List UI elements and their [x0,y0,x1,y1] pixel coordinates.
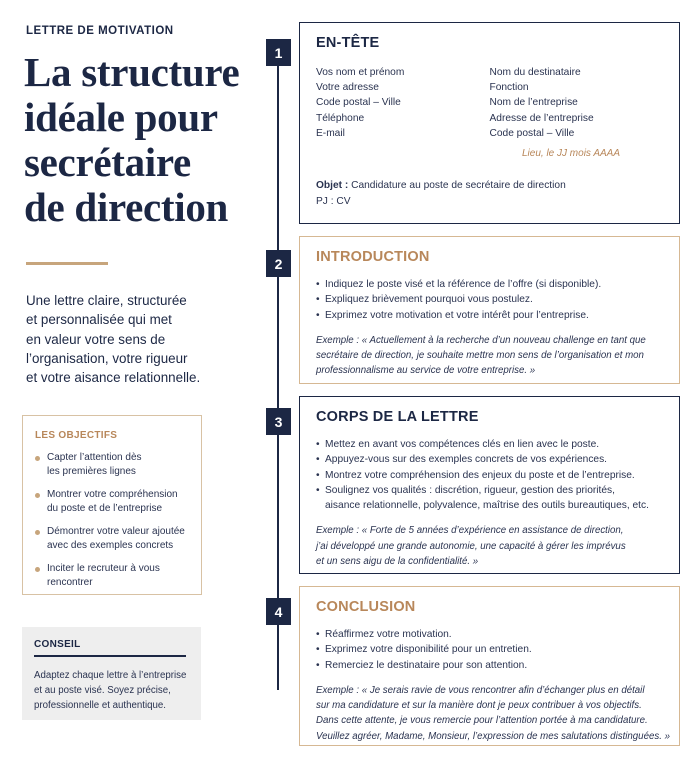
title-line: La structure [24,49,240,95]
objective-line: Capter l’attention dès [47,452,142,463]
section-introduction-card [299,236,680,384]
bullet-line: • Remerciez le destinataire pour son attention. [325,659,528,671]
example-line: professionnalisme au service de votre entreprise. » [316,365,536,377]
objective-item [35,451,189,479]
date-line: Lieu, le JJ mois AAAA [522,148,621,160]
recipient-line: Adresse de l’entreprise [489,112,594,124]
bullet-list [316,437,663,513]
eyebrow-label: LETTRE DE MOTIVATION [26,25,174,37]
example-line: secrétaire de direction, je souhaite mettre mon sens de l’organisation et mon [316,350,644,362]
example-line: Veuillez agréer, Madame, Monsieur, l’expression de mes salutations distinguées. » [316,730,670,742]
intro-line: l’organisation, votre rigueur [26,350,188,366]
example-line: Exemple : « Je serais ravie de vous rencontrer afin d’échanger plus en détail [316,684,645,696]
section-body-card [299,396,680,574]
intro-text [26,291,256,387]
step-number-badge: 1 [266,39,291,66]
objective-item [35,488,189,516]
bullet-dot-icon [35,493,40,498]
objectives-heading: LES OBJECTIFS [35,430,118,441]
example-line: j’ai développé une grande autonomie, une capacité à gérer les imprévus [316,540,626,552]
tip-line: professionnelle et authentique. [34,700,166,711]
address-columns [316,65,663,141]
objective-line: Montrer votre compréhension [47,489,178,500]
bullet-line: • Indiquez le poste visé et la référence de l’offre (si disponible). [325,279,602,290]
bullet-list [316,277,663,323]
page-title [24,50,264,230]
intro-line: en valeur votre sens de [26,331,166,347]
tip-line: et au poste visé. Soyez précise, [34,685,171,696]
example-line: Exemple : « Actuellement à la recherche d’un nouveau challenge en tant que [316,334,646,346]
bullet-line: • Montrez votre compréhension des enjeux du poste et de l’entreprise. [325,469,635,481]
subject-label: Objet : [316,180,349,192]
section-conclusion-card [299,586,680,746]
bullet-item [316,468,663,483]
attachment-line: PJ : CV [316,196,351,208]
bullet-item [316,483,663,514]
tip-box [22,627,201,720]
title-divider [26,262,108,265]
tip-heading: CONSEIL [34,639,186,657]
sender-line: Votre adresse [316,82,379,94]
bullet-line: aisance relationnelle, polyvalence, maîtrise des outils bureautiques, etc. [325,500,649,512]
title-line: idéale pour [24,94,218,140]
step-number-badge: 2 [266,250,291,277]
sender-line: E-mail [316,127,345,139]
example-line: et un sens aigu de la confidentialité. » [316,555,479,567]
objective-line: les premières lignes [47,466,136,477]
recipient-column [490,65,664,141]
step-number-badge: 4 [266,598,291,625]
bullet-line: • Appuyez-vous sur des exemples concrets de vos expériences. [325,454,607,466]
bullet-item [316,277,663,292]
intro-line: Une lettre claire, structurée [26,293,187,308]
section-heading: EN-TÊTE [316,35,380,51]
bullet-line: • Expliquez brièvement pourquoi vous postulez. [325,294,533,306]
bullet-line: • Mettez en avant vos compétences clés en lien avec le poste. [325,439,600,450]
sender-column [316,65,490,141]
bullet-list [316,627,663,673]
objective-item [35,525,189,553]
tip-text [34,668,189,713]
recipient-line: Code postal – Ville [489,127,575,139]
objective-line: du poste et de l’entreprise [47,503,163,514]
bullet-dot-icon [35,456,40,461]
example-text [316,333,663,379]
bullet-dot-icon [35,530,40,535]
bullet-line: • Exprimez votre motivation et votre intérêt pour l’entreprise. [325,309,589,321]
bullet-line: • Soulignez vos qualités : discrétion, rigueur, gestion des priorités, [325,484,615,496]
example-text [316,683,670,744]
bullet-item [316,437,663,452]
objective-line: Inciter le recruteur à vous [47,563,160,574]
subject-line [316,178,663,194]
section-heading: INTRODUCTION [316,249,430,265]
bullet-item [316,308,663,323]
intro-line: et votre aisance relationnelle. [26,370,201,386]
example-line: sur ma candidature et sur la manière dont je peux contribuer à vos objectifs. [316,700,642,712]
recipient-line: Fonction [489,82,529,94]
recipient-line: Nom du destinataire [489,67,581,78]
bullet-item [316,658,663,673]
timeline-line [277,50,279,690]
bullet-item [316,292,663,307]
section-heading: CORPS DE LA LETTRE [316,409,479,425]
tip-line: Adaptez chaque lettre à l’entreprise [34,670,187,681]
bullet-line: • Réaffirmez votre motivation. [325,629,452,640]
example-line: Exemple : « Forte de 5 années d’expérience en assistance de direction, [316,525,624,537]
objectives-box [22,415,202,595]
objective-line: Démontrer votre valeur ajoutée [47,526,185,537]
example-text [316,523,663,569]
sender-line: Code postal – Ville [316,97,401,109]
title-line: secrétaire [24,139,191,185]
objective-line: avec des exemples concrets [47,540,174,551]
objective-line: rencontrer [47,577,93,588]
example-line: Dans cette attente, je vous remercie pour l’attention portée à ma candidature. [316,715,648,727]
step-number-badge: 3 [266,408,291,435]
section-header-card [299,22,680,224]
bullet-item [316,627,663,642]
objective-item [35,562,189,590]
title-line: de direction [24,184,229,230]
bullet-item [316,452,663,467]
subject-text: Candidature au poste de secrétaire de direction [348,180,566,192]
sender-line: Vos nom et prénom [316,67,405,78]
bullet-item [316,642,663,657]
intro-line: et personnalisée qui met [26,312,172,328]
section-heading: CONCLUSION [316,599,416,615]
recipient-line: Nom de l’entreprise [489,97,578,109]
sender-line: Téléphone [316,112,365,124]
bullet-line: • Exprimez votre disponibilité pour un entretien. [325,644,532,656]
bullet-dot-icon [35,567,40,572]
